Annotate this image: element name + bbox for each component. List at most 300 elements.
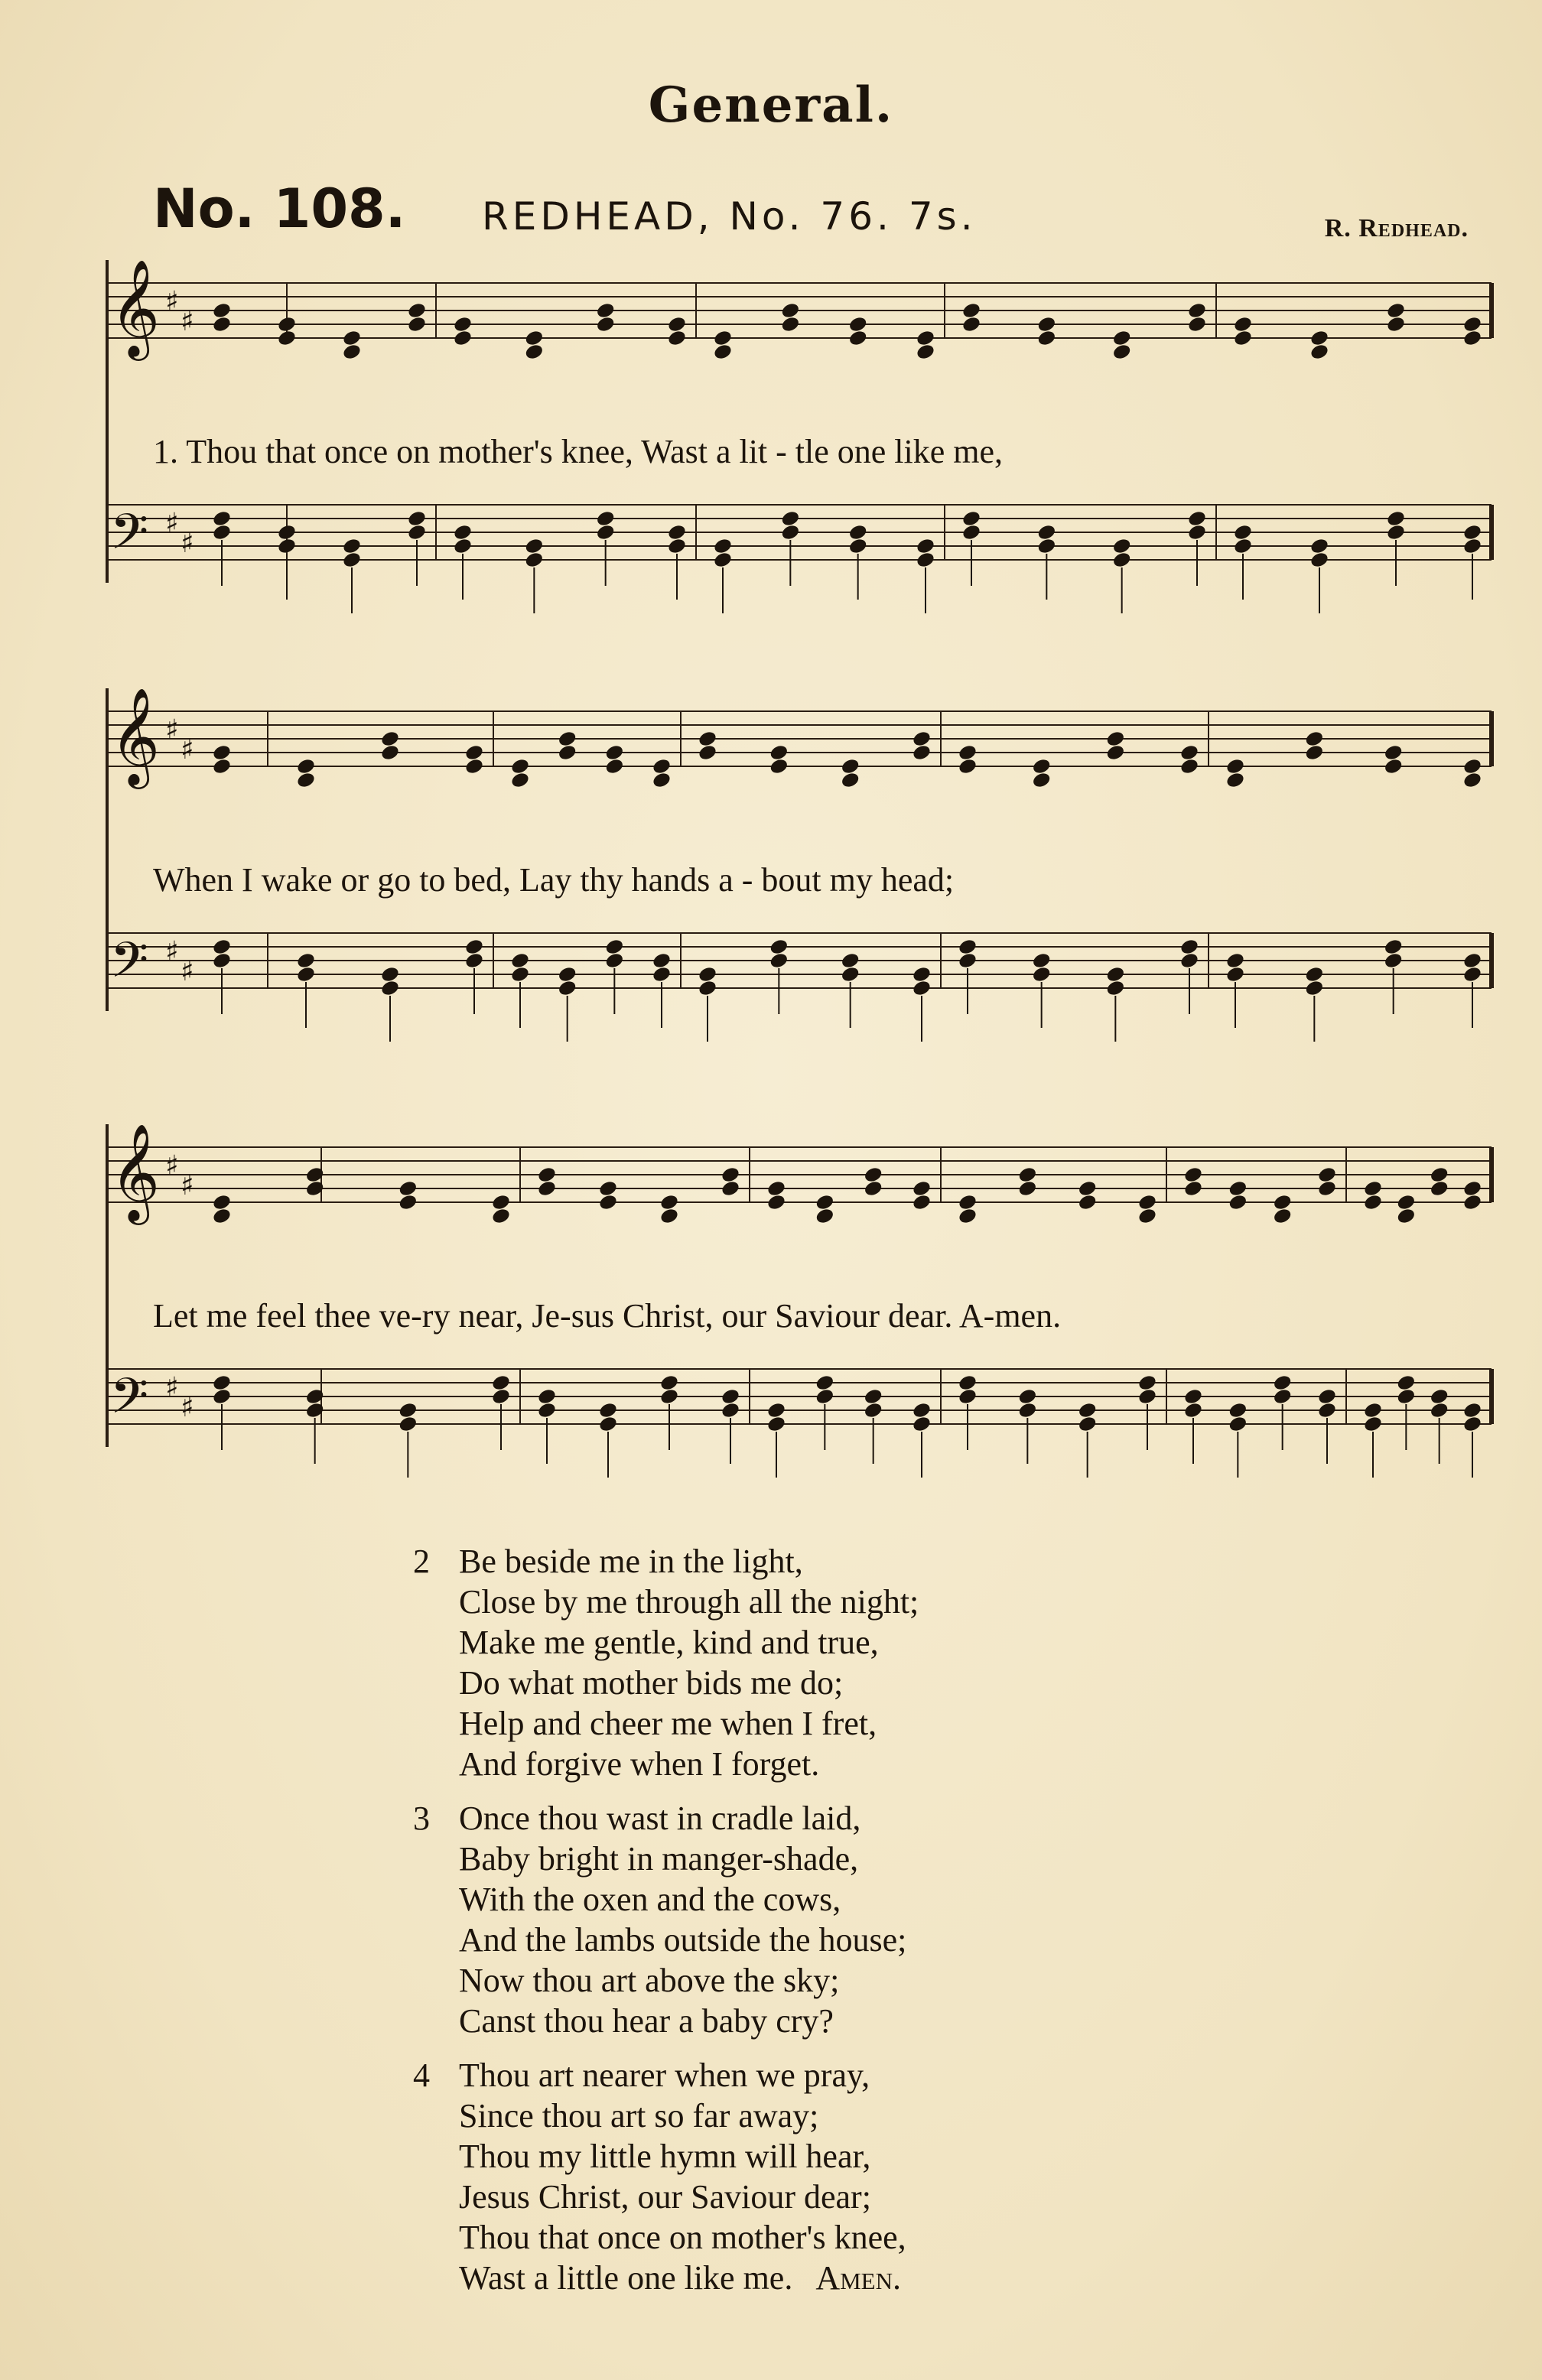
note-head [863,1166,883,1184]
sharp-icon: ♯ [181,1392,194,1423]
note-head [1017,1179,1038,1198]
note-head [398,1193,418,1211]
note-head [961,315,982,333]
note-head [557,730,577,748]
note-head [958,1387,978,1406]
note-head [1105,979,1126,997]
note-head [780,509,801,528]
note-head [863,1179,883,1198]
note-head [595,509,616,528]
note-head [1396,1193,1417,1211]
note-head [1105,730,1126,748]
verse-line: Since thou art so far away; [459,2097,819,2135]
note-head [1036,537,1057,555]
note-head [491,1374,512,1392]
note-head [815,1193,835,1211]
note-head [1183,1401,1204,1419]
note-head [1017,1401,1038,1419]
note-head [1111,343,1132,361]
lyric-line-3: Let me feel thee ve-ry near, Je-sus Christ, our Saviour dear. A-men. [153,1297,1062,1335]
note-head [296,771,317,789]
sharp-icon: ♯ [165,936,179,967]
treble-clef-icon: 𝄞 [110,1123,161,1221]
note-head [304,1179,325,1198]
note-head [713,551,734,569]
note-head [780,315,801,333]
note-head [380,730,401,748]
note-head [1383,743,1404,762]
note-head [1036,329,1057,347]
sharp-icon: ♯ [181,528,194,559]
note-head [604,938,625,956]
note-head [524,329,545,347]
sharp-icon: ♯ [165,1150,179,1182]
note-head [1036,523,1057,541]
note-head [510,951,531,970]
note-head [537,1179,558,1198]
note-head [961,301,982,320]
note-head [1233,329,1254,347]
note-head [721,1166,741,1184]
note-head [652,965,672,984]
note-head [961,509,982,528]
note-head [1179,743,1200,762]
note-head [212,1207,233,1225]
bass-clef-icon: 𝄢 [110,932,149,1001]
note-head [557,979,577,997]
note-head [958,1193,978,1211]
hymn-header [153,177,1484,254]
verse-line: 3 Once thou wast in cradle laid, [413,1800,861,1837]
note-head [912,979,932,997]
verse-4 [413,2055,1331,2298]
note-head [212,743,233,762]
sharp-icon: ♯ [181,1170,194,1201]
note-head [766,1401,787,1419]
note-head [212,938,233,956]
note-head [1317,1401,1338,1419]
sharp-icon: ♯ [165,286,179,317]
note-head [1187,301,1208,320]
note-head [1309,329,1330,347]
note-head [912,730,932,748]
note-head [1031,757,1052,775]
note-head [1462,1415,1483,1433]
note-head [464,757,485,775]
note-head [212,1387,233,1406]
note-head [1429,1401,1449,1419]
note-head [1462,771,1483,789]
note-head [1462,329,1483,347]
note-head [1137,1193,1158,1211]
note-head [524,537,545,555]
note-head [1105,743,1126,762]
note-head [1228,1193,1248,1211]
verse-line: Thou that once on mother's knee, [459,2219,906,2256]
note-head [667,537,688,555]
sharp-icon: ♯ [165,714,179,746]
note-head [1228,1401,1248,1419]
note-head [1462,537,1483,555]
note-head [212,951,233,970]
note-head [212,301,233,320]
note-head [916,551,936,569]
note-head [407,523,428,541]
verse-number: 2 [413,1543,430,1580]
note-head [1225,951,1246,970]
note-head [721,1387,741,1406]
verse-2 [413,1541,1331,1784]
note-head [464,951,485,970]
note-head [1233,523,1254,541]
note-head [1304,979,1325,997]
composer-name: R. Redhead. [1324,214,1469,242]
note-head [958,938,978,956]
amen: Amen. [815,2259,901,2297]
note-head [847,315,868,333]
verse-line: And the lambs outside the house; [459,1921,907,1959]
note-head [840,951,860,970]
note-head [1031,965,1052,984]
note-head [1017,1387,1038,1406]
note-head [453,523,473,541]
note-head [1462,965,1483,984]
note-head [1462,315,1483,333]
note-head [524,343,545,361]
verse-line: Make me gentle, kind and true, [459,1624,879,1661]
verse-number: 3 [413,1800,430,1837]
note-head [1462,1401,1483,1419]
note-head [1396,1207,1417,1225]
verse-line: With the oxen and the cows, [459,1881,841,1918]
note-head [958,951,978,970]
note-head [1386,301,1407,320]
note-head [1105,965,1126,984]
note-head [713,329,734,347]
note-head [1304,730,1325,748]
note-head [453,329,473,347]
note-head [557,965,577,984]
sharp-icon: ♯ [181,956,194,987]
verse-line: 4 Thou art nearer when we pray, [413,2056,870,2094]
note-head [1429,1387,1449,1406]
verse-line: Jesus Christ, our Saviour dear; [459,2178,871,2216]
note-head [698,743,718,762]
note-head [1272,1387,1293,1406]
note-head [1036,315,1057,333]
note-head [769,757,789,775]
note-head [769,938,789,956]
note-head [464,743,485,762]
note-head [667,315,688,333]
note-head [1077,1193,1098,1211]
music-system-1 [92,252,1507,650]
note-head [1462,757,1483,775]
note-head [721,1401,741,1419]
note-head [1187,523,1208,541]
note-head [595,523,616,541]
note-head [780,301,801,320]
note-head [815,1387,835,1406]
note-head [491,1207,512,1225]
note-head [537,1166,558,1184]
note-head [912,743,932,762]
note-head [667,329,688,347]
verse-line: Now thou art above the sky; [459,1962,840,1999]
note-head [1304,743,1325,762]
verse-3 [413,1798,1331,2041]
sharp-icon: ♯ [181,306,194,337]
note-head [1317,1387,1338,1406]
note-head [296,757,317,775]
note-head [453,315,473,333]
treble-clef-icon: 𝄞 [110,687,161,785]
note-head [598,1179,619,1198]
verses [413,1541,1331,2312]
note-head [958,743,978,762]
note-head [1309,551,1330,569]
verse-line: Close by me through all the night; [459,1583,919,1621]
note-head [912,1401,932,1419]
note-head [698,730,718,748]
note-head [537,1401,558,1419]
note-head [304,1166,325,1184]
note-head [1111,551,1132,569]
note-head [1031,951,1052,970]
note-head [304,1401,325,1419]
note-head [380,979,401,997]
note-head [916,329,936,347]
note-head [407,301,428,320]
verse-line: Wast a little one like me. Amen. [459,2259,901,2297]
note-head [453,537,473,555]
note-head [510,965,531,984]
note-head [1077,1415,1098,1433]
note-head [863,1387,883,1406]
note-head [342,343,363,361]
note-head [304,1387,325,1406]
note-head [537,1387,558,1406]
note-head [721,1179,741,1198]
note-head [958,757,978,775]
note-head [1111,537,1132,555]
note-head [815,1207,835,1225]
note-head [1183,1179,1204,1198]
note-head [840,771,860,789]
note-head [380,965,401,984]
note-head [1077,1401,1098,1419]
note-head [659,1207,680,1225]
bass-clef-icon: 𝄢 [110,1368,149,1437]
note-head [1317,1166,1338,1184]
note-head [604,757,625,775]
note-head [1179,938,1200,956]
verse-line: Thou my little hymn will hear, [459,2138,871,2175]
note-head [766,1179,787,1198]
note-head [1137,1387,1158,1406]
note-head [863,1401,883,1419]
note-head [1233,537,1254,555]
note-head [912,965,932,984]
note-head [595,301,616,320]
note-head [769,951,789,970]
note-head [342,537,363,555]
verse-line: Do what mother bids me do; [459,1664,844,1702]
note-head [407,315,428,333]
note-head [698,979,718,997]
note-head [595,315,616,333]
note-head [1309,537,1330,555]
verse-line: Help and cheer me when I fret, [459,1705,877,1742]
note-head [1363,1193,1384,1211]
note-head [398,1415,418,1433]
note-head [1462,1193,1483,1211]
note-head [212,315,233,333]
note-head [464,938,485,956]
note-head [912,1179,932,1198]
note-head [912,1193,932,1211]
note-head [840,965,860,984]
note-head [1179,951,1200,970]
note-head [212,509,233,528]
music-system-3 [92,1117,1507,1514]
note-head [212,523,233,541]
note-head [491,1193,512,1211]
note-head [342,551,363,569]
note-head [652,757,672,775]
note-head [766,1415,787,1433]
note-head [212,757,233,775]
verse-line: And forgive when I forget. [459,1745,820,1783]
note-head [398,1179,418,1198]
note-head [510,771,531,789]
note-head [1183,1166,1204,1184]
note-head [557,743,577,762]
verse-number: 4 [413,2056,430,2094]
note-head [659,1387,680,1406]
note-head [698,965,718,984]
note-head [212,1374,233,1392]
note-head [342,329,363,347]
note-head [277,537,298,555]
note-head [604,951,625,970]
note-head [840,757,860,775]
note-head [780,523,801,541]
note-head [667,523,688,541]
note-head [524,551,545,569]
sharp-icon: ♯ [181,734,194,766]
note-head [1017,1166,1038,1184]
note-head [1225,757,1246,775]
note-head [1304,965,1325,984]
note-head [1225,965,1246,984]
note-head [1187,509,1208,528]
note-head [598,1193,619,1211]
treble-clef-icon: 𝄞 [110,258,161,356]
note-head [1272,1207,1293,1225]
note-head [1396,1374,1417,1392]
note-head [491,1387,512,1406]
note-head [916,343,936,361]
note-head [1383,951,1404,970]
lyric-line-2: When I wake or go to bed, Lay thy hands a - bout my head; [153,861,955,899]
note-head [961,523,982,541]
note-head [510,757,531,775]
note-head [1363,1415,1384,1433]
note-head [1137,1207,1158,1225]
note-head [1225,771,1246,789]
note-head [1386,315,1407,333]
note-head [380,743,401,762]
note-head [277,315,298,333]
verse-line: Canst thou hear a baby cry? [459,2002,834,2040]
note-head [769,743,789,762]
running-head: General. [648,76,894,134]
note-head [1309,343,1330,361]
note-head [1233,315,1254,333]
note-head [296,965,317,984]
note-head [847,537,868,555]
note-head [847,329,868,347]
note-head [1187,315,1208,333]
verse-line: 2 Be beside me in the light, [413,1543,803,1580]
note-head [598,1401,619,1419]
note-head [713,537,734,555]
note-head [958,1207,978,1225]
note-head [1179,757,1200,775]
music-system-2 [92,681,1507,1078]
note-head [1462,1179,1483,1198]
note-head [1386,509,1407,528]
note-head [1272,1193,1293,1211]
note-head [1383,938,1404,956]
note-head [659,1193,680,1211]
note-head [277,523,298,541]
bass-clef-icon: 𝄢 [110,504,149,573]
note-head [277,329,298,347]
hymn-number: No. 108. [153,177,406,240]
note-head [212,1193,233,1211]
note-head [1429,1179,1449,1198]
note-head [598,1415,619,1433]
sharp-icon: ♯ [165,508,179,539]
note-head [1317,1179,1338,1198]
note-head [1183,1387,1204,1406]
note-head [1363,1401,1384,1419]
note-head [1272,1374,1293,1392]
note-head [916,537,936,555]
verse-line: Baby bright in manger-shade, [459,1840,859,1878]
note-head [1386,523,1407,541]
tune-name: REDHEAD, No. 76. 7s. [482,194,977,239]
lyric-line-1: 1. Thou that once on mother's knee, Wast a lit - tle one like me, [153,433,1004,470]
note-head [958,1374,978,1392]
note-head [652,771,672,789]
note-head [847,523,868,541]
note-head [713,343,734,361]
note-head [1396,1387,1417,1406]
note-head [912,1415,932,1433]
note-head [1462,523,1483,541]
note-head [659,1374,680,1392]
note-head [407,509,428,528]
note-head [815,1374,835,1392]
note-head [1462,951,1483,970]
note-head [652,951,672,970]
note-head [1111,329,1132,347]
note-head [1383,757,1404,775]
sharp-icon: ♯ [165,1372,179,1403]
